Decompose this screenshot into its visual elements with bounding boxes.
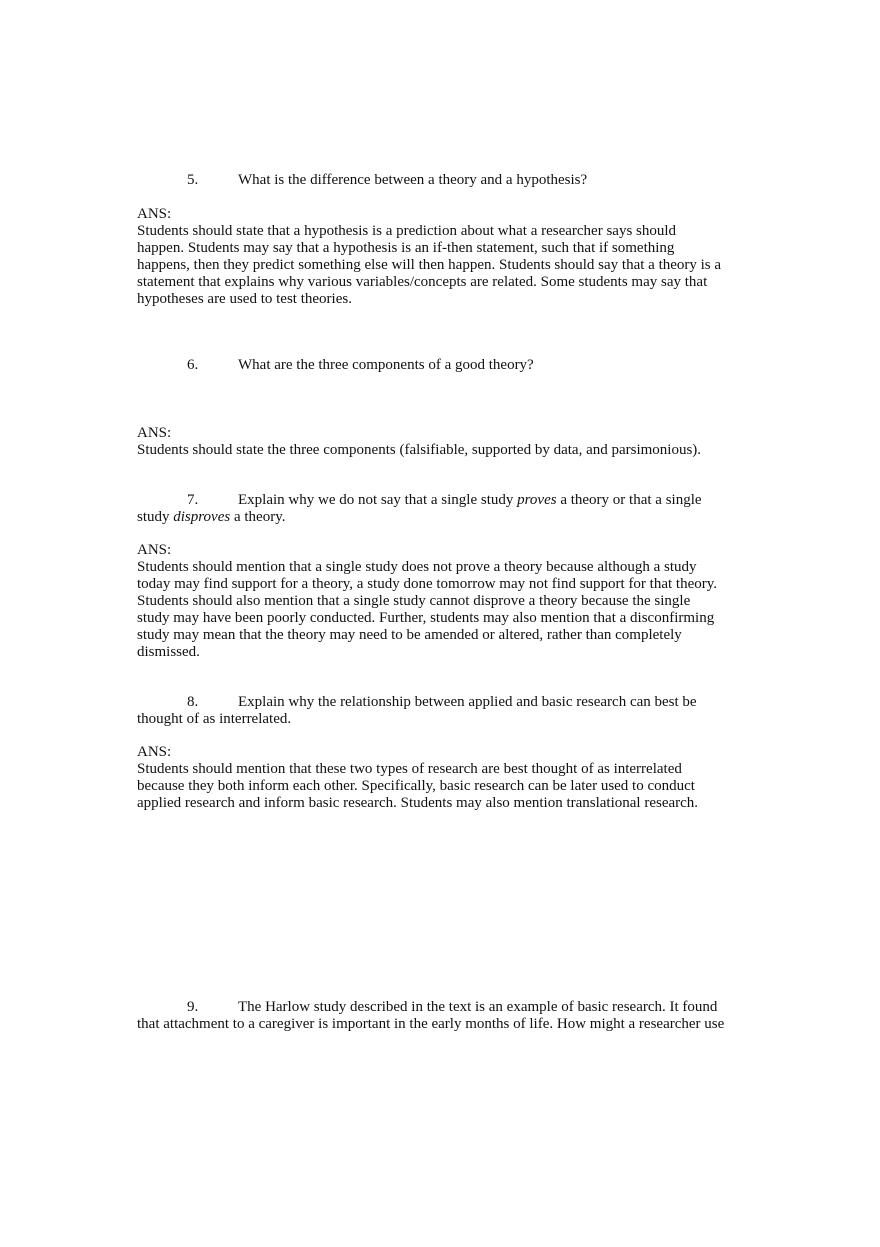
question-7 [137,492,757,526]
answer-text-line: happens, then they predict something else will then happen. Students should say that a theory is a [137,257,722,273]
question-6 [137,357,757,374]
question-text: study [137,509,174,525]
question-number: 5. [187,172,199,188]
answer-block [137,542,757,661]
answer-text-line: study may mean that the theory may need to be amended or altered, rather than completely [137,627,682,643]
answer-text-line: happen. Students may say that a hypothesis is an if-then statement, such that if something [137,240,675,256]
question-5 [137,172,757,189]
answer-text-line: dismissed. [137,644,200,660]
answer-text-line: Students should mention that these two types of research are best thought of as interrelated [137,761,682,777]
question-text: a theory or that a single [556,492,702,508]
question-text: What is the difference between a theory and a hypothesis? [238,172,588,188]
question-text: Explain why we do not say that a single study [238,492,518,508]
answer-text-line: applied research and inform basic research. Students may also mention translational research. [137,795,699,811]
ans-label: ANS: [137,206,172,222]
question-text-line [137,1016,757,1033]
answer-block [137,206,757,308]
question-number: 9. [187,999,199,1015]
question-number: 7. [187,492,199,508]
answer-text-line: Students should state that a hypothesis is a prediction about what a researcher says should [137,223,677,239]
question-text: What are the three components of a good theory? [238,357,534,373]
answer-text-line: statement that explains why various variables/concepts are related. Some students may say that [137,274,708,290]
question-text-line [137,999,757,1016]
question-text-line [137,694,757,711]
question-8 [137,694,757,728]
question-text-line [137,357,757,374]
question-text: Explain why the relationship between applied and basic research can best be [238,694,697,710]
question-text: thought of as interrelated. [137,711,292,727]
answer-text-line: Students should also mention that a single study cannot disprove a theory because the single [137,593,691,609]
answer-text-line: Students should state the three components (falsifiable, supported by data, and parsimonious). [137,442,702,458]
question-text: The Harlow study described in the text is an example of basic research. It found [238,999,718,1015]
answer-text-line: study may have been poorly conducted. Further, students may also mention that a disconfirming [137,610,715,626]
question-text: a theory. [230,509,286,525]
question-text: that attachment to a caregiver is important in the early months of life. How might a researcher use [137,1016,725,1032]
emphasized-word: disproves [173,509,231,525]
ans-label: ANS: [137,744,172,760]
question-text-line [137,509,757,526]
answer-text-line: hypotheses are used to test theories. [137,291,352,307]
answer-block [137,425,757,459]
question-number: 6. [187,357,199,373]
ans-label: ANS: [137,425,172,441]
answer-text-line: because they both inform each other. Specifically, basic research can be later used to conduct [137,778,695,794]
question-text-line [137,492,757,509]
answer-text-line: Students should mention that a single study does not prove a theory because although a study [137,559,697,575]
question-9 [137,999,757,1033]
ans-label: ANS: [137,542,172,558]
question-text-line [137,711,757,728]
answer-block [137,744,757,812]
question-text-line [137,172,757,189]
answer-text-line: today may find support for a theory, a study done tomorrow may not find support for that theory. [137,576,718,592]
question-number: 8. [187,694,199,710]
emphasized-word: proves [517,492,557,508]
